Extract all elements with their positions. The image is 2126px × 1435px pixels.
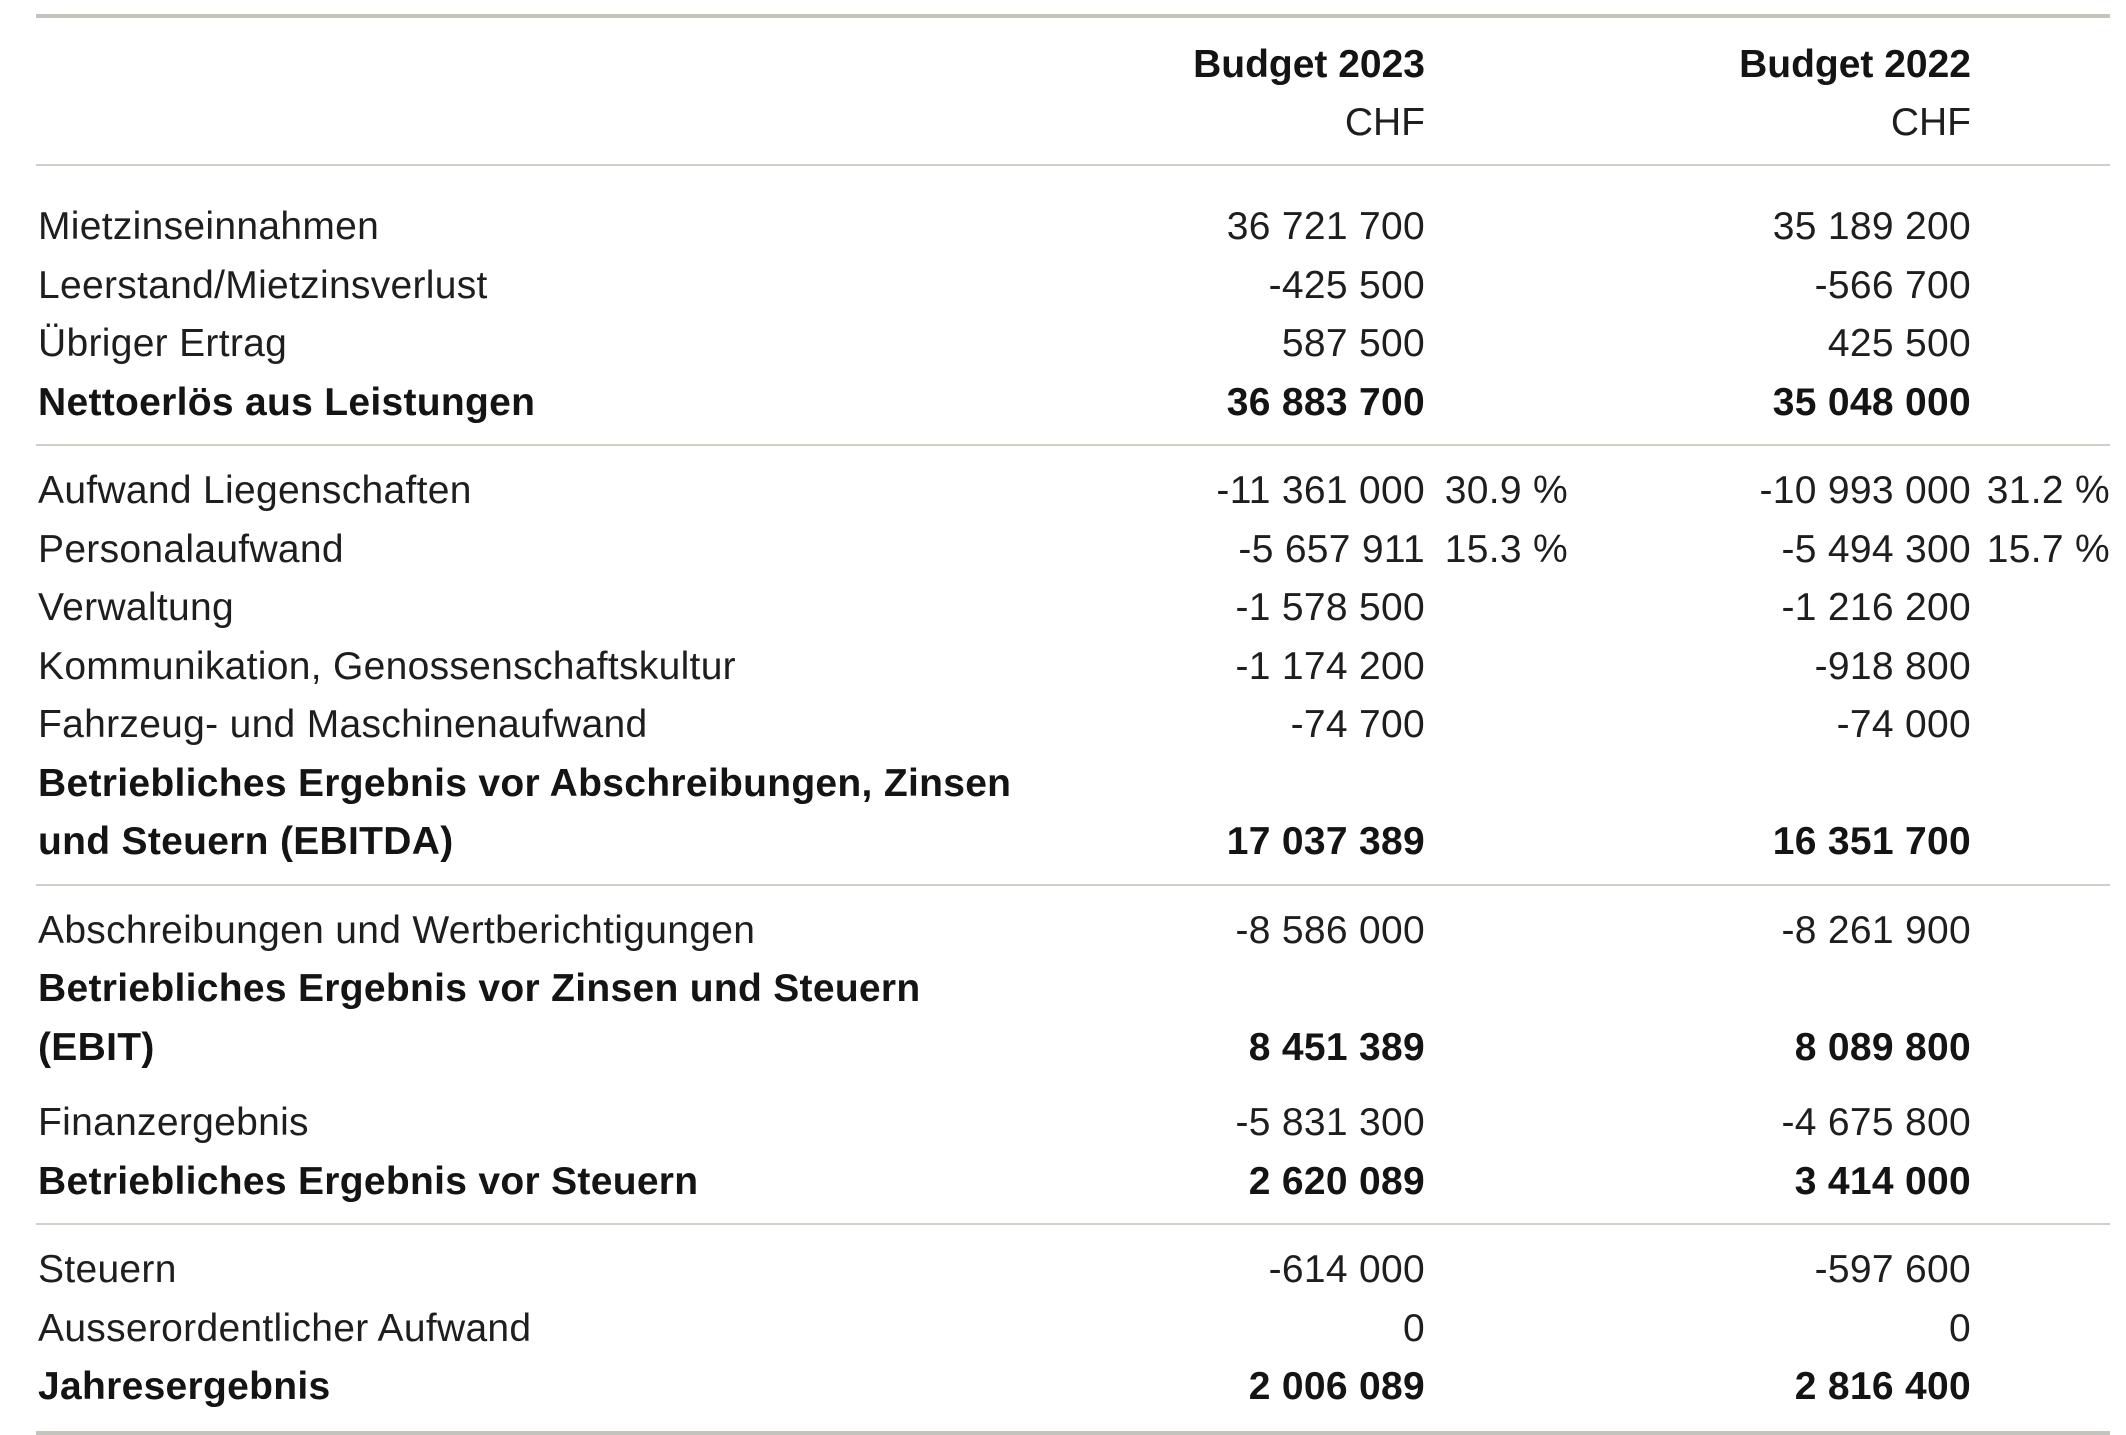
row-label: Betriebliches Ergebnis vor Steuern <box>38 1159 699 1203</box>
value-2022: -918 800 <box>1814 644 1971 688</box>
subtotal-row <box>36 374 2110 433</box>
subtotal-row-line1 <box>36 960 2110 1019</box>
table-row <box>36 257 2110 316</box>
table-row <box>36 198 2110 257</box>
value-2022: -10 993 000 <box>1759 469 1971 512</box>
table-row <box>36 638 2110 697</box>
value-2022: -8 261 900 <box>1781 908 1971 952</box>
col-2022-unit: CHF <box>1890 101 1971 144</box>
table-row <box>36 315 2110 374</box>
table-row <box>36 696 2110 755</box>
row-label: Kommunikation, Genossenschaftskultur <box>38 644 736 688</box>
value-2022: -566 700 <box>1814 263 1971 307</box>
value-2022: 16 351 700 <box>1772 820 1971 863</box>
budget-table <box>36 14 2110 1435</box>
percent-2023: 30.9 % <box>1444 469 1568 512</box>
subtotal-row-line1 <box>36 755 2110 814</box>
percent-2023: 15.3 % <box>1444 527 1568 571</box>
value-2022: -1 216 200 <box>1781 586 1971 629</box>
value-2022: 35 189 200 <box>1772 205 1971 248</box>
value-2023: -11 361 000 <box>1216 469 1425 512</box>
value-2022: 425 500 <box>1827 322 1971 365</box>
row-label: Ausserordentlicher Aufwand <box>38 1306 532 1350</box>
col-2023-title: Budget 2023 <box>1193 43 1425 86</box>
row-label: Aufwand Liegenschaften <box>38 469 472 512</box>
value-2022: -597 600 <box>1814 1248 1971 1291</box>
value-2023: -5 657 911 <box>1238 527 1425 571</box>
subtotal-row <box>36 813 2110 872</box>
row-label: Betriebliches Ergebnis vor Zinsen und Steuern <box>38 967 921 1010</box>
row-label: Betriebliches Ergebnis vor Abschreibungen, Zinsen <box>38 761 1012 805</box>
value-2023: -8 586 000 <box>1235 908 1425 952</box>
row-label: Übriger Ertrag <box>38 322 288 365</box>
table-row <box>36 1300 2110 1359</box>
table-row <box>36 902 2110 961</box>
value-2023: 8 451 389 <box>1248 1025 1425 1069</box>
value-2023: -1 174 200 <box>1235 644 1425 688</box>
value-2023: 2 006 089 <box>1248 1365 1425 1408</box>
value-2022: 2 816 400 <box>1794 1365 1971 1408</box>
value-2023: 2 620 089 <box>1248 1159 1425 1203</box>
percent-2022: 31.2 % <box>1986 469 2110 512</box>
value-2023: 36 883 700 <box>1226 380 1425 424</box>
table-row <box>36 1241 2110 1300</box>
row-label: Fahrzeug- und Maschinenaufwand <box>38 703 648 746</box>
value-2023: -5 831 300 <box>1235 1101 1425 1144</box>
row-label: Abschreibungen und Wertberichtigungen <box>38 908 756 952</box>
header-row-title <box>36 36 2110 94</box>
table-row <box>36 579 2110 638</box>
table-row <box>36 462 2110 521</box>
value-2023: -1 578 500 <box>1235 586 1425 629</box>
header-row-unit <box>36 94 2110 152</box>
row-label: Jahresergebnis <box>38 1365 331 1408</box>
row-label: (EBIT) <box>38 1025 155 1069</box>
row-label: Personalaufwand <box>38 527 344 571</box>
value-2022: 0 <box>1949 1306 1971 1350</box>
subtotal-row <box>36 1153 2110 1212</box>
value-2022: 8 089 800 <box>1794 1025 1971 1069</box>
col-2023-unit: CHF <box>1344 101 1425 144</box>
subtotal-row <box>36 1019 2110 1078</box>
value-2023: 0 <box>1403 1306 1425 1350</box>
value-2022: -5 494 300 <box>1781 527 1971 571</box>
percent-2022: 15.7 % <box>1986 527 2110 571</box>
row-label: Mietzinseinnahmen <box>38 205 380 248</box>
table-row <box>36 521 2110 580</box>
table-top-rule <box>36 14 2110 18</box>
row-label: und Steuern (EBITDA) <box>38 820 454 863</box>
row-label: Nettoerlös aus Leistungen <box>38 380 536 424</box>
value-2023: -614 000 <box>1268 1248 1425 1291</box>
value-2023: -425 500 <box>1268 263 1425 307</box>
row-label: Finanzergebnis <box>38 1101 309 1144</box>
value-2022: 35 048 000 <box>1772 380 1971 424</box>
row-label: Verwaltung <box>38 586 234 629</box>
value-2022: -74 000 <box>1836 703 1971 746</box>
col-2022-title: Budget 2022 <box>1739 43 1971 86</box>
value-2023: -74 700 <box>1290 703 1425 746</box>
row-label: Leerstand/Mietzinsverlust <box>38 263 488 307</box>
table-bottom-rule <box>36 1431 2110 1435</box>
value-2022: -4 675 800 <box>1781 1101 1971 1144</box>
value-2022: 3 414 000 <box>1794 1159 1971 1203</box>
table-row <box>36 1094 2110 1153</box>
value-2023: 587 500 <box>1281 322 1425 365</box>
value-2023: 17 037 389 <box>1226 820 1425 863</box>
total-row <box>36 1358 2110 1417</box>
row-label: Steuern <box>38 1248 177 1291</box>
value-2023: 36 721 700 <box>1226 205 1425 248</box>
